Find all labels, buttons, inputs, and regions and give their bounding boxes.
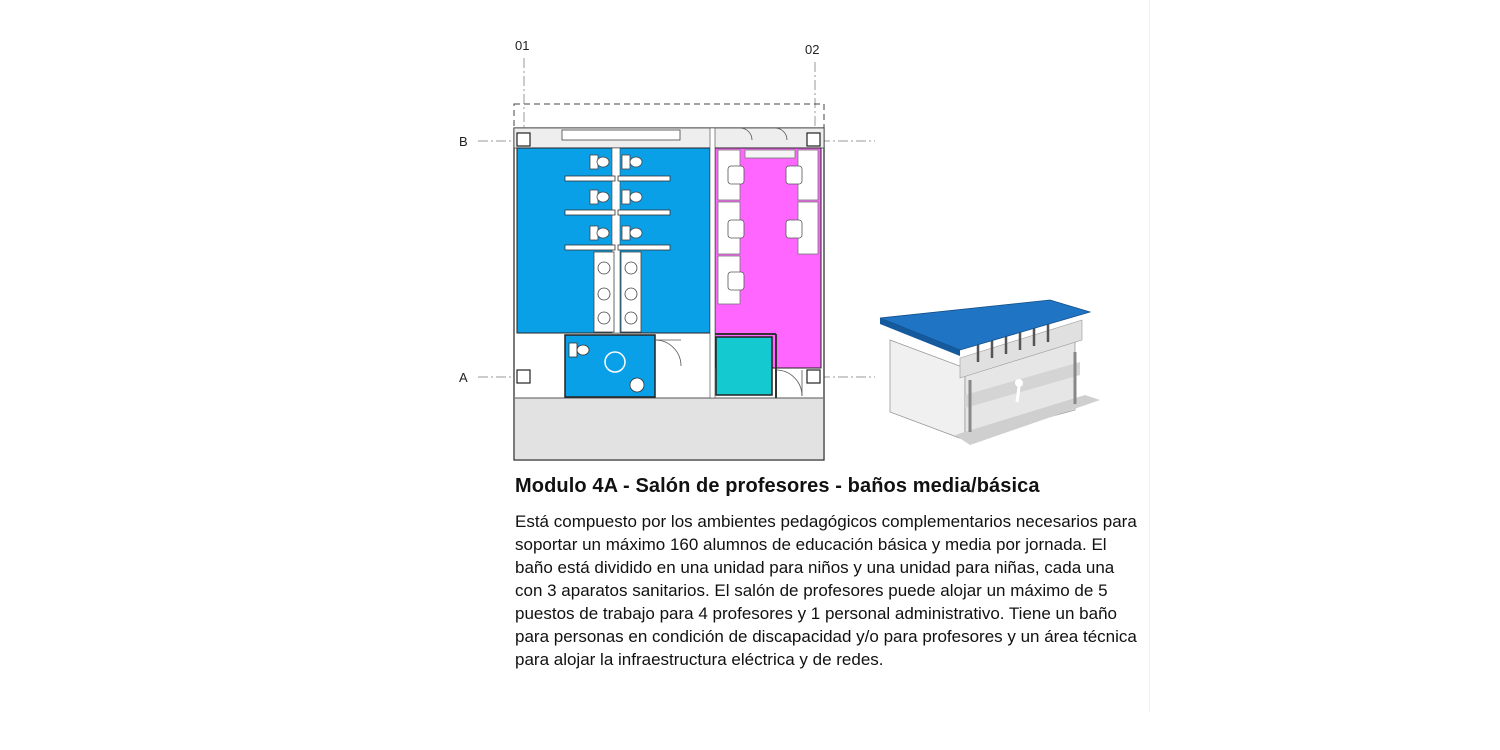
grid-label-a: A xyxy=(459,370,468,385)
corridor xyxy=(515,398,823,459)
technical-area xyxy=(716,337,772,395)
module-body-text: Está compuesto por los ambientes pedagógicos complementarios necesarios para soportar un máximo 160 alumnos de educación básica y media por jornada. El baño está dividido en una unidad para niños y una unidad para niñas, cada una con 3 aparatos sanitarios. El salón de profesores puede alojar un máximo de 5 puestos de trabajo para 4 profesores y 1 personal administrativo. Tiene un baño para personas en condición de discapacidad y/o para profesores y un área técnica para alojar la infraestructura eléctrica y de redes. xyxy=(515,512,1137,669)
grid-label-02: 02 xyxy=(805,42,820,57)
grid-label-b: B xyxy=(459,134,468,149)
grid-label-01: 01 xyxy=(515,38,530,53)
module-title: Modulo 4A - Salón de profesores - baños media/básica xyxy=(515,475,1040,497)
isometric-building-view xyxy=(880,300,1100,445)
module-description xyxy=(515,475,1145,671)
